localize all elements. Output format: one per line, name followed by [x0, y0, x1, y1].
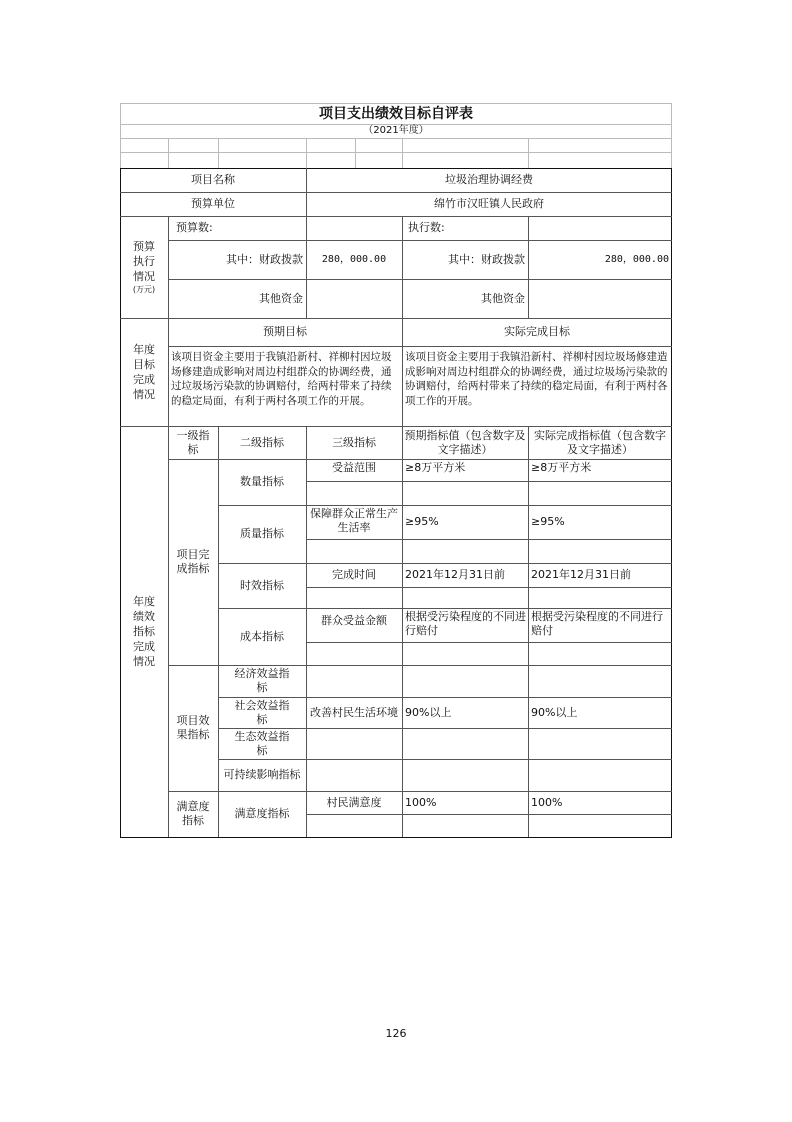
level3-villager-satisfaction: 村民满意度: [326, 795, 382, 809]
project-name-value: 垃圾治理协调经费: [445, 173, 533, 186]
performance-label-4: 完成: [133, 640, 155, 653]
level2-quantity: 数量指标: [240, 475, 284, 488]
group-satisfaction: 满意度指标: [176, 800, 210, 827]
level2-timeliness: 时效指标: [240, 578, 284, 592]
header-actual: 实际完成指标值（包含数字及文字描述）: [534, 428, 666, 456]
annual-goals-section-label: [120, 318, 168, 426]
expected-completion-time: 2021年12月31日前: [405, 568, 505, 581]
actual-completion-time: 2021年12月31日前: [531, 568, 631, 581]
expected-villager-satisfaction: 100%: [405, 795, 437, 809]
level2-sustainability: 可持续影响指标: [223, 768, 301, 781]
performance-label-3: 指标: [133, 625, 155, 638]
project-name-label: 项目名称: [191, 173, 235, 186]
actual-benefit-scope: ≥8万平方米: [531, 461, 592, 474]
performance-label-5: 情况: [133, 655, 155, 668]
budget-unit-label: 预算单位: [191, 197, 235, 210]
performance-label-2: 绩效: [133, 610, 155, 623]
performance-section-label: [120, 426, 168, 837]
group-completion: 项目完成指标: [176, 548, 210, 575]
budget-section-label-3: 情况: [133, 270, 155, 283]
fiscal-value-exec: 280，000.00: [604, 253, 669, 265]
fiscal-label-exec: 其中：财政拨款: [448, 252, 525, 266]
level2-cost: 成本指标: [240, 629, 284, 643]
expected-goal-text: 该项目资金主要用于我镇沿新村、祥柳村因垃圾场修建造成影响对周边村组群众的协调经费，通过垃圾场污染款的协调赔付，给两村带来了持续的稳定局面，有利于两村各项工作的开展。: [171, 351, 392, 407]
level2-ecological: 生态效益指标: [234, 729, 290, 757]
actual-benefit-amount: 根据受污染程度的不同进行赔付: [531, 610, 663, 637]
level2-satisfaction: 满意度指标: [234, 807, 290, 820]
page-number: 126: [385, 1027, 407, 1040]
page-title: 项目支出绩效目标自评表: [319, 105, 473, 122]
header-level3: 三级指标: [332, 435, 376, 449]
level3-guarantee-rate: 保障群众正常生产生活率: [310, 507, 398, 534]
performance-label-1: 年度: [133, 595, 155, 608]
budget-section-label: [120, 216, 168, 318]
expected-goal-header: 预期目标: [263, 325, 307, 338]
annual-goals-label-1: 年度: [133, 343, 155, 356]
header-expected: 预期指标值（包含数字及文字描述）: [404, 428, 526, 456]
header-level2: 二级指标: [240, 435, 284, 449]
budget-amount-label: 预算数:: [176, 221, 213, 234]
actual-villager-satisfaction: 100%: [531, 795, 563, 809]
expected-living-env: 90%以上: [405, 705, 452, 719]
level3-completion-time: 完成时间: [332, 568, 376, 581]
annual-goals-label-4: 情况: [133, 388, 155, 401]
level2-quality: 质量指标: [240, 527, 284, 540]
budget-section-label-1: 预算: [133, 240, 155, 253]
actual-goal-text: 该项目资金主要用于我镇沿新村、祥柳村因垃圾场修建造成影响对周边村组群众的协调经费，通过垃圾场污染款的协调赔付，给两村带来了持续的稳定局面，有利于两村各项工作的开展。: [405, 351, 668, 407]
level3-living-env: 改善村民生活环境: [310, 705, 398, 719]
annual-goals-label-3: 完成: [133, 373, 155, 386]
page-subtitle: （2021年度）: [363, 125, 429, 136]
fiscal-value-budget: 280，000.00: [321, 253, 387, 265]
expected-benefit-scope: ≥8万平方米: [405, 461, 466, 474]
actual-living-env: 90%以上: [531, 705, 578, 719]
header-level1: 一级指标: [176, 428, 210, 456]
actual-guarantee-rate: ≥95%: [531, 515, 565, 528]
annual-goals-label-2: 目标: [133, 358, 155, 371]
group-effect: 项目效果指标: [176, 714, 210, 741]
level2-economic: 经济效益指标: [234, 667, 290, 694]
exec-amount-label: 执行数:: [408, 221, 445, 234]
budget-section-label-2: 执行: [133, 255, 155, 268]
level3-benefit-scope: 受益范围: [332, 461, 376, 474]
budget-unit-value: 绵竹市汉旺镇人民政府: [434, 197, 544, 210]
fiscal-label-budget: 其中：财政拨款: [226, 252, 303, 266]
other-funds-label-exec: 其他资金: [481, 291, 525, 305]
budget-unit-note: (万元): [132, 285, 156, 294]
expected-guarantee-rate: ≥95%: [405, 515, 439, 528]
level2-social: 社会效益指标: [234, 698, 290, 726]
expected-benefit-amount: 根据受污染程度的不同进行赔付: [405, 610, 526, 637]
other-funds-label-budget: 其他资金: [259, 291, 303, 305]
actual-goal-header: 实际完成目标: [504, 325, 570, 338]
level3-benefit-amount: 群众受益金额: [321, 614, 387, 627]
